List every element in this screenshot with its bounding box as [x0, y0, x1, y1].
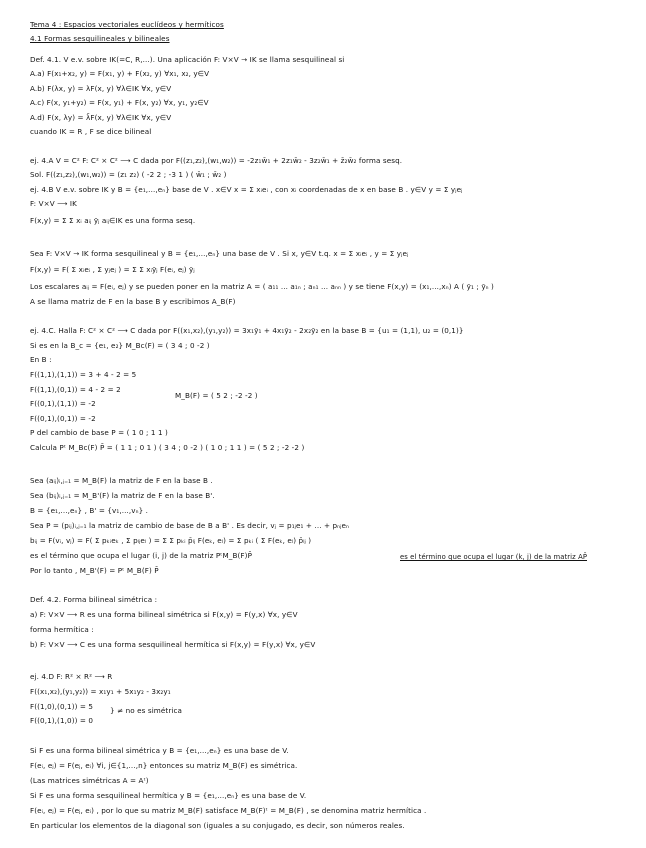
- note-line: B = {e₁,...,eₙ} , B' = {v₁,...,vₙ} .: [30, 506, 149, 515]
- note-line: b) F: V×V ⟶ C es una forma sesquilineal hermítica si F(x,y) = F(y,x) ∀x, y∈V: [30, 640, 316, 649]
- note-line: A.b) F(λx, y) = λF(x, y) ∀λ∈IK ∀x, y∈V: [30, 84, 172, 93]
- note-line: forma hermítica :: [30, 625, 94, 634]
- note-line: 4.1 Formas sesquilineales y bilineales: [30, 34, 170, 43]
- note-line: Sea (aᵢⱼ)ᵢ,ⱼ₌₁ = M_B(F) la matriz de F en la base B .: [30, 476, 213, 485]
- note-line: F((0,1),(0,1)) = -2: [30, 414, 96, 423]
- note-line: En particular los elementos de la diagonal son (iguales a su conjugado, es decir, son números reales.: [30, 821, 405, 830]
- note-line: Tema 4 : Espacios vectoriales euclídeos y hermíticos: [30, 20, 224, 29]
- note-line: F((1,1),(1,1)) = 3 + 4 - 2 = 5: [30, 370, 137, 379]
- note-line: F(eᵢ, eⱼ) = F(eⱼ, eᵢ) ∀i, j∈{1,...,n} entonces su matriz M_B(F) es simétrica.: [30, 761, 298, 770]
- mb-result-note: M_B(F) = ( 5 2 ; -2 -2 ): [175, 391, 258, 400]
- note-line: F((1,0),(0,1)) = 5: [30, 702, 94, 711]
- note-line: F: V×V ⟶ IK: [30, 199, 77, 208]
- note-line: ej. 4.C. Halla F: C² × C² ⟶ C dada por F((x₁,x₂),(y₁,y₂)) = 3x₁ȳ₁ + 4x₁ȳ₂ - 2x₂ȳ₂ en la base B = {u₁ = (1,1), u₂ = (0,1)}: [30, 326, 464, 335]
- note-line: Los escalares aᵢⱼ = F(eᵢ, eⱼ) y se pueden poner en la matriz A = ( a₁₁ ... a₁ₙ ; aₙ₁ ... aₙₙ ) y se tiene F(x,y) = (x₁,...,xₙ) A ( ȳ₁ ; ȳₙ ): [30, 282, 494, 291]
- note-line: Por lo tanto , M_B'(F) = Pᵗ M_B(F) P̄: [30, 566, 159, 575]
- note-line: Sea P = (pᵢⱼ)ᵢ,ⱼ₌₁ la matriz de cambio de base de B a B' . Es decir, vⱼ = p₁ⱼe₁ + ... + pₙⱼeₙ: [30, 521, 349, 530]
- note-line: A.a) F(x₁+x₂, y) = F(x₁, y) + F(x₂, y) ∀x₁, x₂, y∈V: [30, 69, 210, 78]
- note-line: Si es en la B_c = {e₁, e₂} M_Bc(F) = ( 3 4 ; 0 -2 ): [30, 341, 210, 350]
- note-line: a) F: V×V ⟶ R es una forma bilineal simétrica si F(x,y) = F(y,x) ∀x, y∈V: [30, 610, 298, 619]
- note-line: A.c) F(x, y₁+y₂) = F(x, y₁) + F(x, y₂) ∀x, y₁, y₂∈V: [30, 98, 209, 107]
- note-line: Sea F: V×V → IK forma sesquilineal y B = {e₁,...,eₙ} una base de V . Si x, y∈V t.q. x = Σ xᵢeᵢ , y = Σ yⱼeⱼ: [30, 249, 409, 258]
- note-line: ej. 4.A V = C² F: C² × C² ⟶ C dada por F((z₁,z₂),(w₁,w₂)) = -2z₁w̄₁ + 2z₁w̄₂ - 3z₂w̄₁ + z̄₂w̄₂ forma sesq.: [30, 156, 403, 165]
- note-line: Def. 4.1. V e.v. sobre IK(=C, R,...). Una aplicación F: V×V → IK se llama sesquilineal si: [30, 55, 345, 64]
- note-line: F(eᵢ, eⱼ) = F(eⱼ, eᵢ) , por lo que su matriz M_B(F) satisface M_B(F)ᵗ = M_B(F) , se denomina matriz hermítica .: [30, 806, 427, 815]
- note-line: F((x₁,x₂),(y₁,y₂)) = x₁y₁ + 5x₁y₂ - 3x₂y₁: [30, 687, 171, 696]
- note-line: A.d) F(x, λy) = λ̄F(x, y) ∀λ∈IK ∀x, y∈V: [30, 113, 172, 122]
- note-line: F(x,y) = F( Σ xᵢeᵢ , Σ yⱼeⱼ ) = Σ Σ xᵢȳⱼ F(eᵢ, eⱼ) ȳⱼ: [30, 265, 195, 274]
- note-line: F((1,1),(0,1)) = 4 - 2 = 2: [30, 385, 121, 394]
- note-line: Sol. F((z₁,z₂),(w₁,w₂)) = (z₁ z₂) ( -2 2 ; -3 1 ) ( w̄₁ ; w̄₂ ): [30, 170, 227, 179]
- note-line: En B :: [30, 355, 52, 364]
- not-symmetric-note: } ≠ no es simétrica: [110, 706, 183, 715]
- note-line: ej. 4.D F: R² × R² ⟶ R: [30, 672, 113, 681]
- note-line: F((0,1),(1,0)) = 0: [30, 716, 94, 725]
- note-line: A se llama matriz de F en la base B y escribimos A_B(F): [30, 297, 236, 306]
- note-line: F((0,1),(1,1)) = -2: [30, 399, 96, 408]
- note-line: cuando IK = R , F se dice bilineal: [30, 127, 152, 136]
- note-line: Si F es una forma sesquilineal hermítica y B = {e₁,...,eₙ} es una base de V.: [30, 791, 307, 800]
- note-line: P del cambio de base P = ( 1 0 ; 1 1 ): [30, 428, 168, 437]
- note-line: Def. 4.2. Forma bilineal simétrica :: [30, 595, 158, 604]
- note-line: ej. 4.B V e.v. sobre IK y B = {e₁,...,eₙ} base de V . x∈V x = Σ xᵢeᵢ , con xᵢ coordenadas de x en base B . y∈V y = Σ yⱼeⱼ: [30, 185, 463, 194]
- note-line: Si F es una forma bilineal simétrica y B = {e₁,...,eₙ} es una base de V.: [30, 746, 289, 755]
- note-line: (Las matrices simétricas A = Aᵗ): [30, 776, 149, 785]
- term-position-note: es el término que ocupa el lugar (k, j) de la matriz AP̄: [400, 553, 588, 561]
- note-line: Sea (bᵢⱼ)ᵢ,ⱼ₌₁ = M_B'(F) la matriz de F en la base B'.: [30, 491, 215, 500]
- note-line: bᵢⱼ = F(vᵢ, vⱼ) = F( Σ pₖᵢeₖ , Σ pₗⱼeₗ ) = Σ Σ pₖᵢ p̄ₗⱼ F(eₖ, eₗ) = Σ pₖᵢ ( Σ F(eₖ, eₗ) p̄ₗⱼ ): [30, 536, 312, 545]
- note-line: es el término que ocupa el lugar (i, j) de la matriz PᵗM_B(F)P̄: [30, 551, 253, 560]
- note-line: Calcula Pᵗ M_Bc(F) P̄ = ( 1 1 ; 0 1 ) ( 3 4 ; 0 -2 ) ( 1 0 ; 1 1 ) = ( 5 2 ; -2 -2 ): [30, 443, 305, 452]
- note-line: F(x,y) = Σ Σ xᵢ aᵢⱼ ȳⱼ aᵢⱼ∈IK es una forma sesq.: [30, 216, 196, 225]
